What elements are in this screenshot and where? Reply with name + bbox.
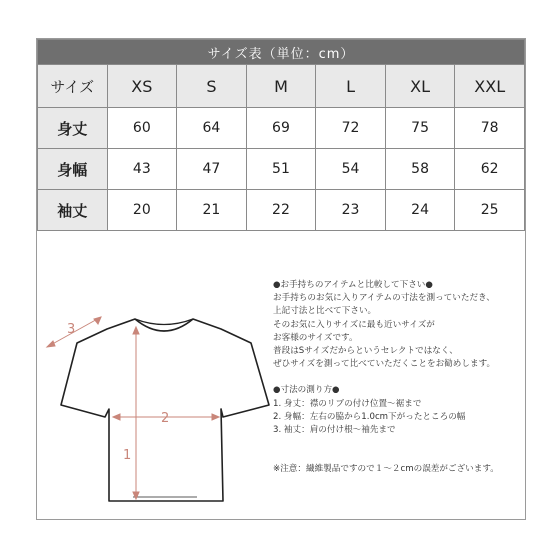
table-cell: 43: [107, 149, 177, 190]
size-header-row: [38, 65, 525, 108]
row-label-width: 身幅: [38, 149, 108, 190]
measure-title: ●寸法の測り方●: [273, 385, 340, 396]
table-cell: 54: [316, 149, 386, 190]
table-cell: 20: [107, 190, 177, 231]
arrowhead: [47, 341, 55, 347]
note-line: そのお気に入りサイズに最も近いサイズが: [273, 319, 435, 330]
notes-section: [273, 279, 523, 476]
note-line: お客様のサイズです。: [273, 332, 358, 343]
size-label-xs: XS: [107, 65, 177, 108]
table-cell: 22: [246, 190, 316, 231]
note-line: 普段はSサイズだからというセレクトではなく、: [273, 346, 458, 357]
table-caption: サイズ表（単位：cm）: [38, 40, 525, 65]
size-label-s: S: [177, 65, 247, 108]
measure-line: 3. 袖丈：肩の付け根～袖先まで: [273, 425, 396, 436]
marker-3-label: 3: [67, 322, 76, 337]
size-chart-card: [36, 38, 526, 520]
row-label-length: 身丈: [38, 108, 108, 149]
arrowhead: [94, 317, 101, 324]
table-cell: 69: [246, 108, 316, 149]
size-label-xl: XL: [385, 65, 455, 108]
table-row: [38, 108, 525, 149]
tshirt-outline: [61, 319, 269, 501]
marker-2-label: 2: [161, 411, 170, 426]
arrowhead: [212, 414, 219, 420]
row-label-sleeve: 袖丈: [38, 190, 108, 231]
measure-line: 2. 身幅：左右の脇から1.0cm下がったところの幅: [273, 411, 466, 422]
table-cell: 75: [385, 108, 455, 149]
measure-line: 1. 身丈：襟のリブの付け位置～裾まで: [273, 398, 422, 409]
note-line: お手持ちのお気に入りアイテムの寸法を測っていただき、: [273, 293, 495, 304]
size-label-l: L: [316, 65, 386, 108]
table-row: [38, 149, 525, 190]
size-label-m: M: [246, 65, 316, 108]
size-table: [37, 39, 525, 231]
table-cell: 58: [385, 149, 455, 190]
marker-1-label: 1: [123, 448, 132, 463]
table-cell: 64: [177, 108, 247, 149]
compare-title: ●お手持ちのアイテムと比較して下さい●: [273, 280, 433, 290]
table-cell: 25: [455, 190, 525, 231]
table-cell: 24: [385, 190, 455, 231]
table-cell: 47: [177, 149, 247, 190]
note-line: 上記寸法と比べて下さい。: [273, 306, 377, 317]
arrowhead: [113, 414, 120, 420]
size-label-xxl: XXL: [455, 65, 525, 108]
table-cell: 78: [455, 108, 525, 149]
tshirt-illustration: [43, 267, 293, 517]
table-row: [38, 190, 525, 231]
table-cell: 51: [246, 149, 316, 190]
table-cell: 62: [455, 149, 525, 190]
corner-label: サイズ: [38, 65, 108, 108]
table-cell: 72: [316, 108, 386, 149]
table-cell: 21: [177, 190, 247, 231]
note-line: ぜひサイズを測って比べていただくことをお勧めします。: [273, 359, 496, 370]
disclaimer: ※注意：繊維製品ですので１～２cmの誤差がございます。: [273, 464, 499, 475]
arrowhead: [133, 327, 139, 334]
arrowhead: [133, 492, 139, 499]
table-cell: 60: [107, 108, 177, 149]
table-cell: 23: [316, 190, 386, 231]
